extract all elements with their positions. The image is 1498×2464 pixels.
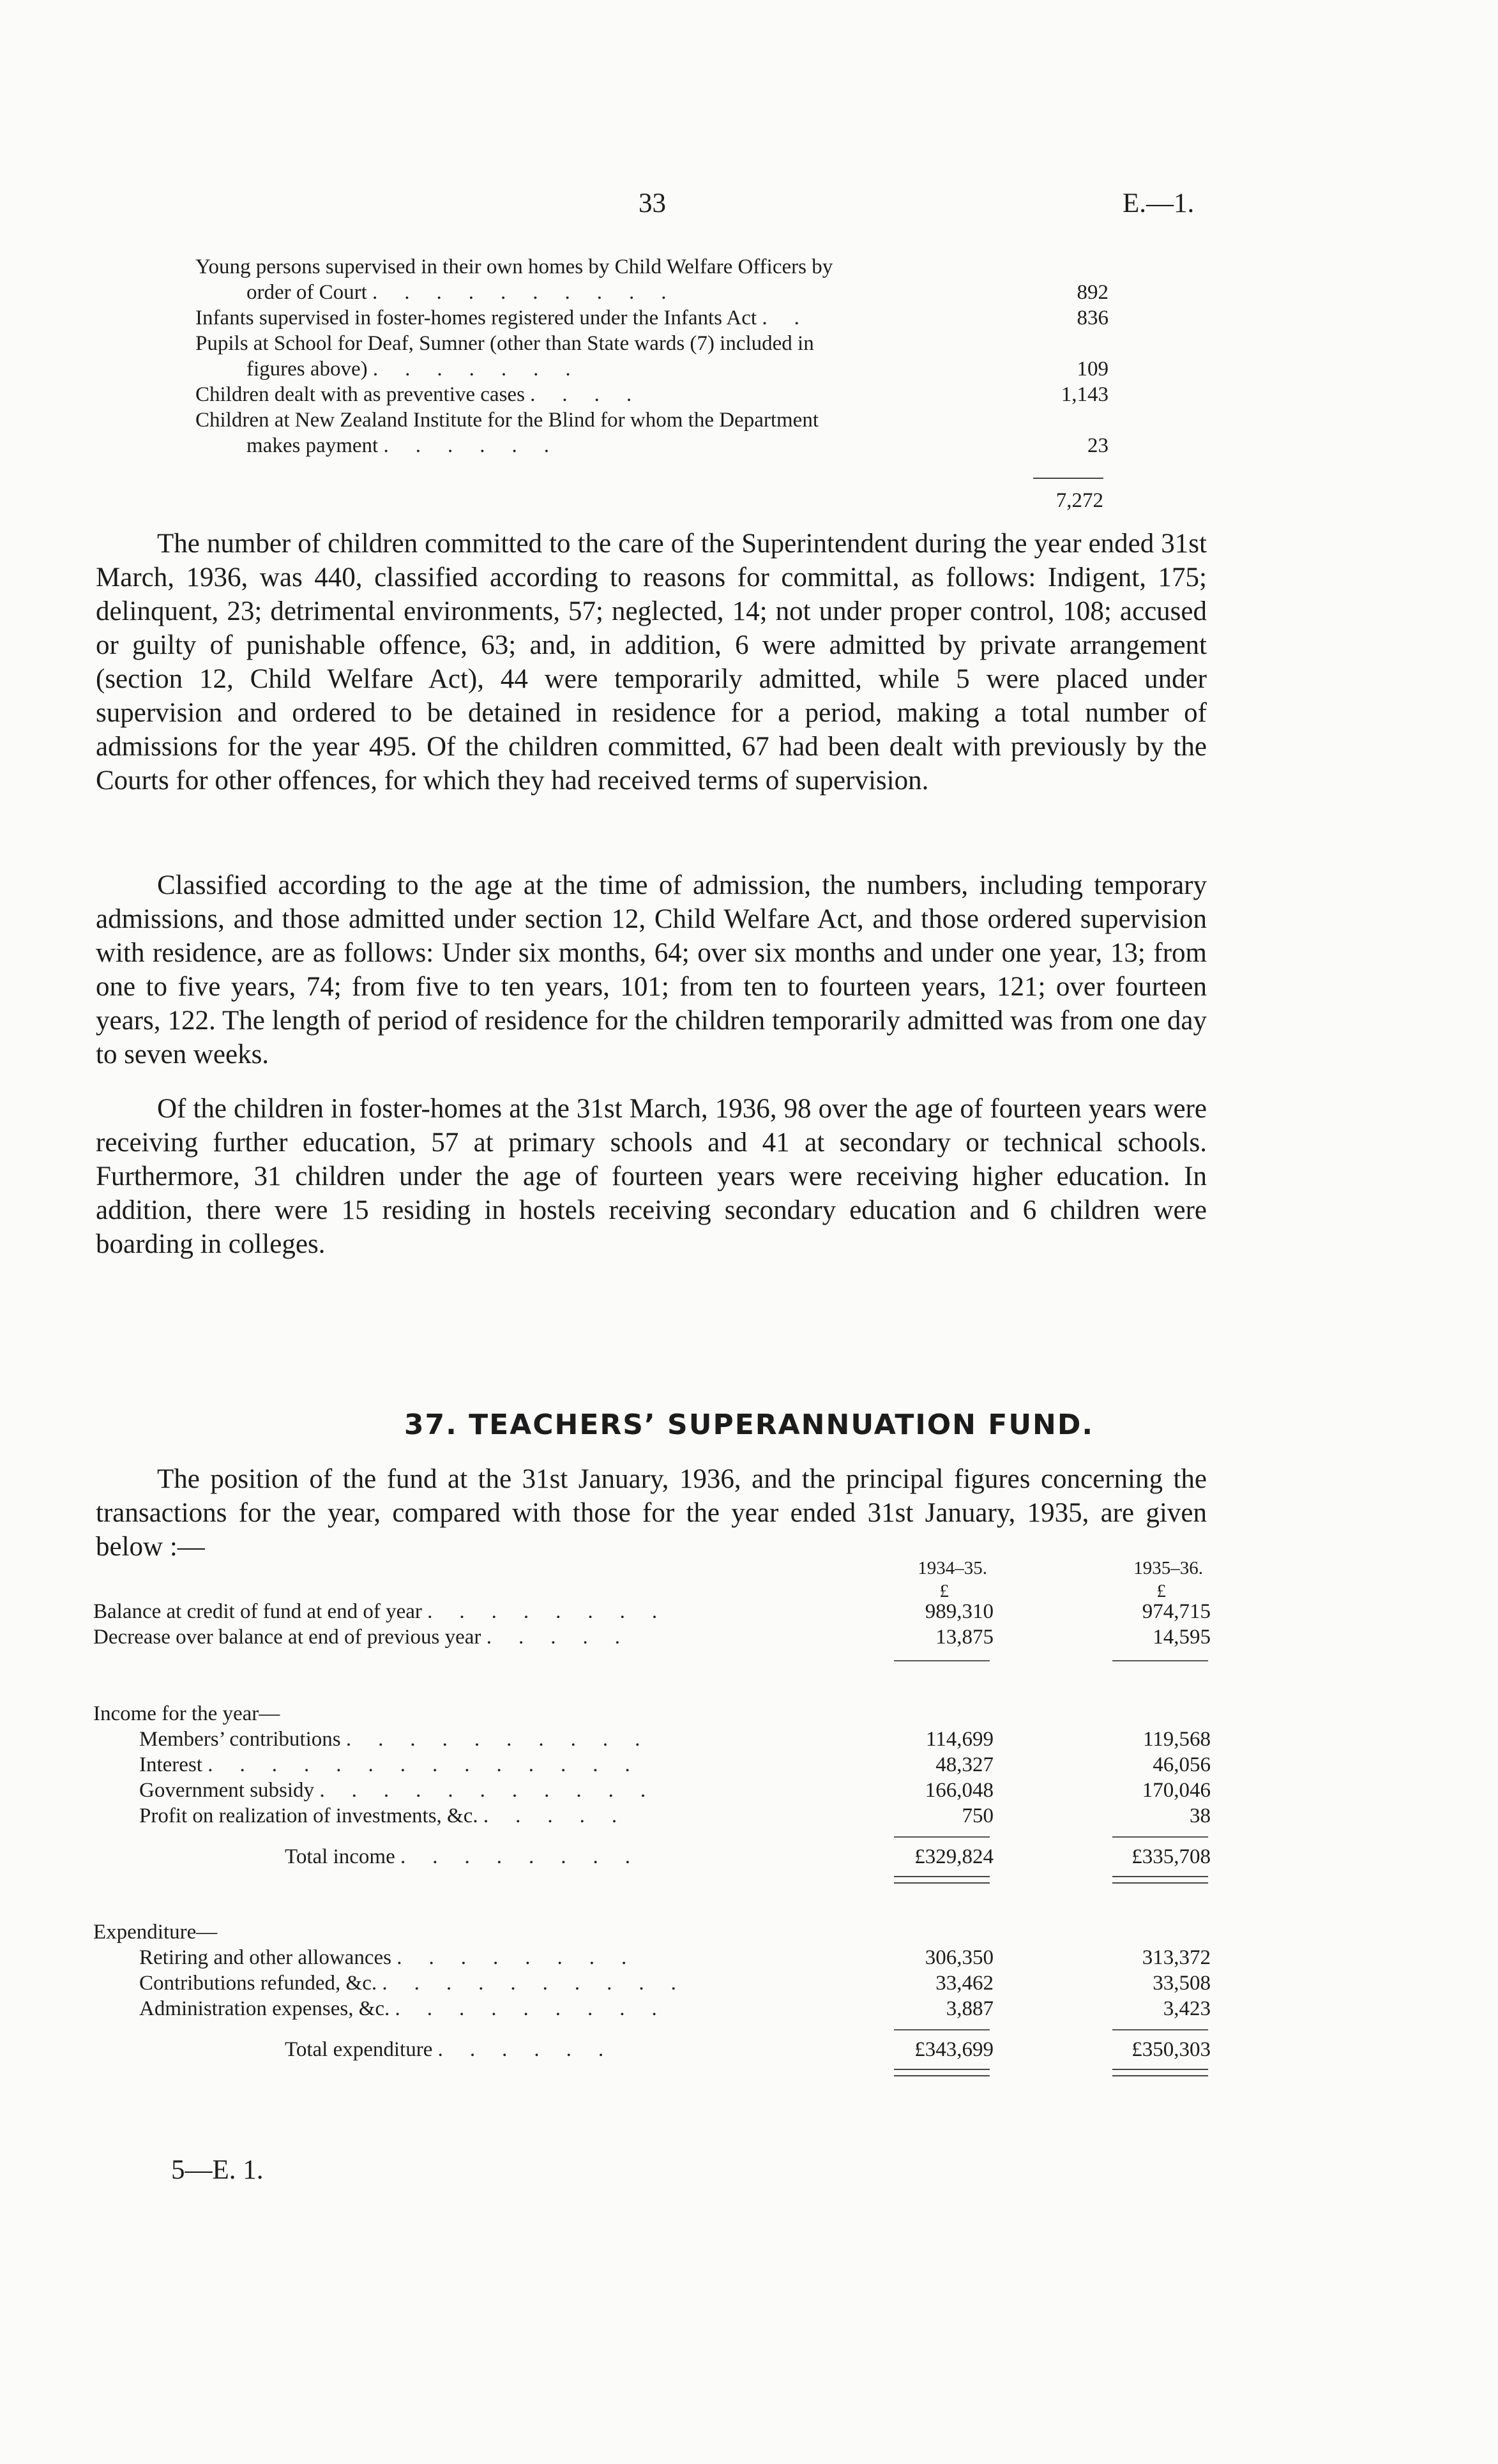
total-income-1935-36: £335,708 [1131, 1845, 1211, 1868]
decrease-1935-36: 14,595 [1153, 1626, 1211, 1649]
income-heading: Income for the year— [93, 1702, 280, 1725]
income-item-1935-36: 38 [1190, 1804, 1211, 1827]
paragraph-committals: The number of children committed to the care of the Superintendent during the year ended 31st March, 1936, was 440, classified according to reasons for committal, as follows: Indigent, 175; delinquent, 23; detrimental environments, 57; neglected, 14; not under proper control, 108; accused or guilty of punishable offence, 63; and, in addition, 6 were admitted by private arrangement (section 12, Child Welfare Act), 44 were temporarily admitted, while 5 were placed under supervision and ordered to be detained in residence for a period, making a total number of admissions for the year 495. Of the children committed, 67 had been dealt with previously by the Courts for other offences, for which they had received terms of supervision. [96, 529, 1207, 796]
table-row [93, 1701, 1211, 1727]
signature-mark: 5—E. 1. [171, 2155, 264, 2185]
total-expenditure-1934-35: £343,699 [914, 2038, 994, 2061]
total-double-rule [1112, 2069, 1208, 2076]
subtotal-rule [894, 1660, 990, 1661]
list-item-value: 109 [1077, 358, 1108, 381]
fund-table [93, 1557, 1211, 2080]
column-header-1934-35: 1934–35. [918, 1558, 987, 1578]
section-intro: The position of the fund at the 31st January, 1936, and the principal figures concerning the transactions for the year, compared with those for the year ended 31st January, 1935, are given below :— [96, 1464, 1207, 1562]
subtotal-rule [1112, 2029, 1208, 2030]
subtotal-rule [894, 1836, 990, 1838]
table-row: Government subsidy ........... 166,048 170,046 [139, 1779, 1211, 1802]
table-row: Balance at credit of fund at end of year ........ 989,310 974,715 [93, 1600, 1211, 1623]
list-item-text: Children at New Zealand Institute for the Blind for whom the Department [195, 409, 819, 432]
expenditure-item-1934-35: 33,462 [935, 1972, 994, 1995]
total-double-rule [1112, 1876, 1208, 1884]
table-row: Contributions refunded, &c. .......... 33,462 33,508 [139, 1972, 1211, 1995]
table-row: Administration expenses, &c. ......... 3,887 3,423 [139, 1997, 1211, 2020]
total-double-rule [894, 2069, 990, 2076]
list-item-text-cont: figures above) [246, 358, 368, 381]
expenditure-item-1935-36: 3,423 [1163, 1997, 1211, 2020]
list-item: Pupils at School for Deaf, Sumner (other than State wards (7) included in figures above) ....... 109 [195, 332, 1108, 381]
income-item-1934-35: 166,048 [925, 1779, 994, 1802]
table-row: Profit on realization of investments, &c. ..... 750 38 [139, 1804, 1211, 1827]
table-row: Total income ........ £329,824 £335,708 [285, 1845, 1211, 1868]
list-item-value: 1,143 [1061, 383, 1108, 406]
page-number: 33 [639, 188, 666, 218]
list-item-text-cont: makes payment [246, 434, 379, 457]
expenditure-item-1934-35: 3,887 [946, 1997, 994, 2020]
expenditure-heading: Expenditure— [93, 1921, 218, 1944]
expenditure-item-label: Retiring and other allowances [139, 1946, 391, 1969]
income-item-1934-35: 48,327 [935, 1753, 994, 1776]
income-item-1935-36: 46,056 [1153, 1753, 1211, 1776]
list-item-text: Infants supervised in foster-homes registered under the Infants Act [195, 306, 757, 329]
total-income-1934-35: £329,824 [914, 1845, 994, 1868]
list-item: Children dealt with as preventive cases .... 1,143 [195, 383, 1108, 406]
subtotal-rule [1112, 1836, 1208, 1838]
total-income-label: Total income [285, 1845, 395, 1868]
list-item: Young persons supervised in their own homes by Child Welfare Officers by order of Court .......... 892 [195, 255, 1108, 304]
table-row: Interest .............. 48,327 46,056 [139, 1753, 1211, 1776]
balance-1934-35: 989,310 [925, 1600, 994, 1623]
table-row: Members’ contributions .......... 114,699 119,568 [139, 1728, 1211, 1751]
expenditure-item-1935-36: 313,372 [1142, 1946, 1211, 1969]
balance-label: Balance at credit of fund at end of year [93, 1600, 422, 1623]
list-item-text: Children dealt with as preventive cases [195, 383, 525, 406]
income-item-1934-35: 750 [962, 1804, 994, 1827]
paragraph-ages: Classified according to the age at the time of admission, the numbers, including temporary admissions, and those admitted under section 12, Child Welfare Act, and those ordered supervision with residence, are as follows: Under six months, 64; over six months and under one year, 13; from one to five years, 74; from five to ten years, 101; from ten to fourteen years, 121; over fourteen years, 122. The length of period of residence for the children temporarily admitted was from one day to seven weeks. [96, 870, 1207, 1069]
list-item-value: 892 [1077, 281, 1108, 304]
table-row: Decrease over balance at end of previous year ..... 13,875 14,595 [93, 1626, 1211, 1649]
total-expenditure-label: Total expenditure [285, 2038, 433, 2061]
paragraph-education: Of the children in foster-homes at the 31st March, 1936, 98 over the age of fourteen years were receiving further education, 57 at primary schools and 41 at secondary or technical schools. Furthermore, 31 children under the age of fourteen years were receiving higher education. In addition, there were 15 residing in hostels receiving secondary education and 6 children were boarding in colleges. [96, 1094, 1207, 1259]
expenditure-item-label: Administration expenses, &c. [139, 1997, 390, 2020]
income-item-1935-36: 119,568 [1142, 1728, 1211, 1751]
supervision-list [195, 254, 1108, 458]
decrease-1934-35: 13,875 [935, 1626, 994, 1649]
list-item: Infants supervised in foster-homes registered under the Infants Act .. 836 [195, 306, 1108, 329]
income-item-label: Interest [139, 1753, 202, 1776]
list-item-text-cont: order of Court [246, 281, 367, 304]
list-item-value: 836 [1077, 306, 1108, 329]
income-item-label: Profit on realization of investments, &c. [139, 1804, 478, 1827]
list-item-value: 23 [1087, 434, 1108, 457]
currency-1934-35: £ [939, 1581, 949, 1601]
supervision-total: 7,272 [1055, 489, 1103, 512]
subtotal-rule [1112, 1660, 1208, 1661]
list-item-text: Pupils at School for Deaf, Sumner (other than State wards (7) included in [195, 332, 814, 355]
balance-1935-36: 974,715 [1142, 1600, 1211, 1623]
list-item-text: Young persons supervised in their own homes by Child Welfare Officers by [195, 255, 833, 278]
section-heading: 37. TEACHERS’ SUPERANNUATION FUND. [404, 1409, 1094, 1441]
total-expenditure-1935-36: £350,303 [1131, 2038, 1211, 2061]
income-item-1935-36: 170,046 [1142, 1779, 1211, 1802]
table-row [93, 1919, 1211, 1945]
expenditure-item-label: Contributions refunded, &c. [139, 1972, 377, 1995]
income-item-label: Government subsidy [139, 1779, 315, 1802]
list-item: Children at New Zealand Institute for the Blind for whom the Department makes payment ...... 23 [195, 409, 1108, 457]
subtotal-rule [894, 2029, 990, 2030]
income-item-1934-35: 114,699 [925, 1728, 994, 1751]
document-code: E.—1. [1123, 188, 1195, 218]
column-header-1935-36: 1935–36. [1133, 1558, 1203, 1578]
total-rule [1033, 478, 1103, 479]
total-double-rule [894, 1876, 990, 1884]
table-row: Total expenditure ...... £343,699 £350,303 [285, 2038, 1211, 2061]
expenditure-item-1934-35: 306,350 [925, 1946, 994, 1969]
decrease-label: Decrease over balance at end of previous year [93, 1626, 481, 1649]
expenditure-item-1935-36: 33,508 [1153, 1972, 1211, 1995]
currency-1935-36: £ [1156, 1581, 1166, 1601]
income-item-label: Members’ contributions [139, 1728, 341, 1751]
table-row: Retiring and other allowances ........ 306,350 313,372 [139, 1946, 1211, 1969]
